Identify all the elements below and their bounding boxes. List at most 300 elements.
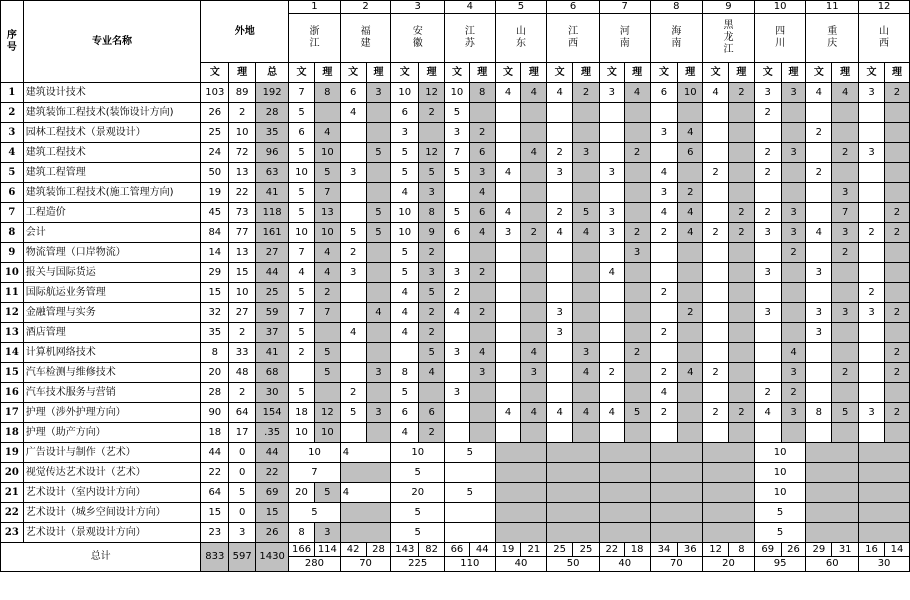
province-li[interactable]: 3 [366, 363, 391, 383]
outside-wen[interactable]: 29 [201, 263, 229, 283]
province-wen[interactable] [703, 383, 729, 403]
province-wen[interactable]: 2 [650, 403, 678, 423]
province-li[interactable]: 3 [469, 163, 495, 183]
province-merged[interactable] [859, 483, 910, 503]
province-li[interactable]: 2 [884, 403, 909, 423]
province-merged[interactable] [806, 523, 859, 543]
province-wen[interactable]: 3 [754, 223, 781, 243]
province-wen[interactable]: 3 [547, 303, 573, 323]
outside-total[interactable]: 96 [256, 143, 289, 163]
province-wen[interactable]: 2 [547, 143, 573, 163]
province-wen[interactable] [599, 143, 624, 163]
province-wen[interactable] [495, 323, 521, 343]
province-merged[interactable] [703, 483, 755, 503]
province-li[interactable]: 6 [419, 403, 445, 423]
province-wen[interactable] [391, 343, 419, 363]
row-seq[interactable]: 3 [1, 123, 24, 143]
province-merged[interactable] [859, 443, 910, 463]
province-wen[interactable] [445, 323, 470, 343]
province-wen[interactable] [495, 383, 521, 403]
province-wen[interactable] [859, 383, 885, 403]
province-li[interactable] [728, 263, 754, 283]
province-merged[interactable] [547, 443, 600, 463]
province-merged[interactable] [445, 463, 496, 483]
province-wen[interactable]: 4 [391, 183, 419, 203]
total-province-sum[interactable]: 70 [340, 557, 391, 572]
province-wen[interactable]: 5 [391, 243, 419, 263]
outside-total[interactable]: 15 [256, 503, 289, 523]
province-li[interactable]: 2 [624, 223, 650, 243]
outside-wen[interactable]: 26 [201, 103, 229, 123]
outside-total[interactable]: 63 [256, 163, 289, 183]
province-no[interactable]: 7 [599, 1, 650, 14]
province-wen[interactable]: 4 [340, 323, 366, 343]
province-li[interactable]: 12 [419, 83, 445, 103]
province-wen[interactable] [340, 283, 366, 303]
province-li[interactable] [728, 123, 754, 143]
province-wen[interactable]: 6 [340, 83, 366, 103]
province-li[interactable]: 5 [573, 203, 600, 223]
province-li[interactable]: 3 [781, 143, 806, 163]
province-li[interactable] [521, 203, 547, 223]
province-wen[interactable]: 10 [289, 223, 315, 243]
province-wen[interactable]: 5 [391, 383, 419, 403]
province-wen[interactable]: 3 [859, 143, 885, 163]
outside-wen[interactable]: 44 [201, 443, 229, 463]
total-province-li[interactable]: 82 [419, 543, 445, 557]
li-header[interactable]: 理 [781, 63, 806, 83]
province-li[interactable]: 2 [419, 423, 445, 443]
province-wen[interactable] [495, 103, 521, 123]
outside-li[interactable]: 17 [229, 423, 256, 443]
province-li[interactable]: 4 [624, 83, 650, 103]
province-wen[interactable] [599, 383, 624, 403]
province-merged[interactable] [703, 463, 755, 483]
province-li[interactable]: 4 [521, 403, 547, 423]
total-province-li[interactable]: 28 [366, 543, 391, 557]
province-no[interactable]: 2 [340, 1, 391, 14]
province-wen[interactable]: 4 [650, 203, 678, 223]
province-wen[interactable] [754, 423, 781, 443]
province-wen[interactable]: 2 [445, 283, 470, 303]
province-merged[interactable]: 5 [289, 503, 341, 523]
row-seq[interactable]: 21 [1, 483, 24, 503]
province-li[interactable]: 2 [884, 303, 909, 323]
province-li[interactable] [624, 123, 650, 143]
major-name[interactable]: 会计 [23, 223, 201, 243]
province-wen[interactable]: 2 [806, 123, 832, 143]
outside-li[interactable]: 13 [229, 243, 256, 263]
province-li[interactable] [573, 323, 600, 343]
outside-li[interactable]: 73 [229, 203, 256, 223]
total-province-sum[interactable]: 280 [289, 557, 341, 572]
province-wen[interactable] [340, 423, 366, 443]
province-wen[interactable] [806, 203, 832, 223]
province-merged[interactable] [340, 463, 391, 483]
province-li[interactable]: 2 [469, 123, 495, 143]
province-wen[interactable]: 2 [754, 103, 781, 123]
outside-total[interactable]: 118 [256, 203, 289, 223]
province-li[interactable]: 4 [573, 363, 600, 383]
province-wen[interactable]: 2 [599, 363, 624, 383]
total-province-li[interactable]: 31 [832, 543, 859, 557]
total-province-wen[interactable]: 42 [340, 543, 366, 557]
province-wen[interactable] [547, 423, 573, 443]
province-wen[interactable] [806, 103, 832, 123]
province-li[interactable] [678, 343, 703, 363]
province-li[interactable] [624, 363, 650, 383]
major-name-header[interactable]: 专业名称 [23, 1, 201, 83]
wen-header[interactable]: 文 [201, 63, 229, 83]
province-li[interactable] [832, 283, 859, 303]
province-wen[interactable] [495, 423, 521, 443]
province-wen[interactable] [547, 183, 573, 203]
province-li[interactable]: 6 [469, 203, 495, 223]
province-li[interactable] [678, 263, 703, 283]
province-wen[interactable] [650, 143, 678, 163]
outside-li[interactable]: 10 [229, 123, 256, 143]
total-province-li[interactable]: 114 [314, 543, 340, 557]
province-merged[interactable] [650, 523, 703, 543]
province-li[interactable]: 10 [314, 143, 340, 163]
province-wen[interactable]: 3 [391, 123, 419, 143]
province-li[interactable]: 4 [678, 363, 703, 383]
province-li[interactable] [521, 103, 547, 123]
province-wen[interactable] [703, 123, 729, 143]
province-li[interactable] [678, 383, 703, 403]
province-li[interactable] [469, 283, 495, 303]
province-li[interactable] [728, 143, 754, 163]
province-wen[interactable] [495, 283, 521, 303]
province-li[interactable] [832, 383, 859, 403]
province-wen[interactable]: 5 [289, 203, 315, 223]
province-merged[interactable] [806, 463, 859, 483]
province-li[interactable]: 2 [884, 223, 909, 243]
province-wen[interactable]: 3 [547, 163, 573, 183]
province-li[interactable] [781, 283, 806, 303]
province-li[interactable]: 4 [521, 343, 547, 363]
province-wen[interactable] [340, 203, 366, 223]
outside-total[interactable]: 35 [256, 123, 289, 143]
province-li[interactable] [573, 163, 600, 183]
province-wen[interactable]: 5 [445, 103, 470, 123]
province-li[interactable] [366, 183, 391, 203]
major-name[interactable]: 建筑装饰工程技术(装饰设计方向) [23, 103, 201, 123]
province-no[interactable]: 8 [650, 1, 703, 14]
outside-wen[interactable]: 23 [201, 523, 229, 543]
province-wen[interactable] [599, 283, 624, 303]
province-li[interactable]: 4 [678, 223, 703, 243]
province-wen[interactable]: 2 [754, 203, 781, 223]
province-li[interactable]: 3 [573, 343, 600, 363]
province-wen[interactable]: 5 [289, 323, 315, 343]
province-li[interactable] [624, 383, 650, 403]
province-wen[interactable] [547, 383, 573, 403]
province-li[interactable]: 4 [314, 263, 340, 283]
province-wen[interactable]: 2 [754, 383, 781, 403]
outside-wen[interactable]: 28 [201, 383, 229, 403]
province-wen[interactable]: 10 [289, 163, 315, 183]
province-li[interactable]: 2 [728, 223, 754, 243]
province-li[interactable] [624, 203, 650, 223]
province-merged[interactable] [703, 523, 755, 543]
outside-total[interactable]: 59 [256, 303, 289, 323]
province-name[interactable] [391, 14, 445, 63]
province-wen[interactable]: 4 [599, 403, 624, 423]
province-li[interactable]: 3 [781, 363, 806, 383]
total-province-sum[interactable]: 30 [859, 557, 910, 572]
province-li[interactable] [624, 103, 650, 123]
province-li[interactable] [366, 123, 391, 143]
row-seq[interactable]: 8 [1, 223, 24, 243]
major-name[interactable]: 建筑工程技术 [23, 143, 201, 163]
major-name[interactable]: 建筑装饰工程技术(施工管理方向) [23, 183, 201, 203]
outside-li[interactable]: 89 [229, 83, 256, 103]
outside-li[interactable]: 0 [229, 503, 256, 523]
major-name[interactable]: 物流管理（口岸物流） [23, 243, 201, 263]
province-merged[interactable] [547, 463, 600, 483]
province-li[interactable]: 4 [469, 183, 495, 203]
province-li[interactable] [366, 423, 391, 443]
province-li[interactable]: 4 [366, 303, 391, 323]
province-li[interactable]: 10 [314, 223, 340, 243]
province-li[interactable] [521, 283, 547, 303]
province-li[interactable]: 4 [573, 223, 600, 243]
province-wen[interactable]: 2 [703, 223, 729, 243]
province-li[interactable]: 4 [521, 83, 547, 103]
province-wen[interactable]: 4 [391, 303, 419, 323]
outside-li[interactable]: 0 [229, 443, 256, 463]
province-wen[interactable]: 10 [391, 83, 419, 103]
province-li[interactable]: 10 [678, 83, 703, 103]
province-li[interactable] [728, 183, 754, 203]
province-wen[interactable] [495, 143, 521, 163]
province-li[interactable] [521, 263, 547, 283]
province-wen[interactable]: 2 [547, 203, 573, 223]
total-province-wen[interactable]: 143 [391, 543, 419, 557]
province-li[interactable] [624, 263, 650, 283]
province-wen[interactable] [806, 143, 832, 163]
province-wen[interactable]: 2 [703, 363, 729, 383]
outside-li[interactable]: 48 [229, 363, 256, 383]
outside-total[interactable]: 41 [256, 343, 289, 363]
outside-li[interactable]: 13 [229, 163, 256, 183]
province-li[interactable]: 3 [419, 263, 445, 283]
province-wen[interactable]: 3 [599, 203, 624, 223]
province-wen[interactable] [859, 123, 885, 143]
row-seq[interactable]: 5 [1, 163, 24, 183]
province-wen[interactable] [495, 123, 521, 143]
province-li[interactable]: 5 [314, 483, 340, 503]
province-wen[interactable] [445, 243, 470, 263]
province-li[interactable] [728, 363, 754, 383]
province-wen[interactable]: 5 [340, 223, 366, 243]
province-li[interactable] [832, 163, 859, 183]
province-li[interactable]: 3 [781, 83, 806, 103]
province-wen[interactable] [703, 323, 729, 343]
province-li[interactable] [521, 323, 547, 343]
province-li[interactable]: 5 [624, 403, 650, 423]
seq-header[interactable]: 序 号 [1, 1, 24, 83]
province-li[interactable]: 2 [469, 303, 495, 323]
major-name[interactable]: 酒店管理 [23, 323, 201, 343]
province-li[interactable] [678, 423, 703, 443]
wen-header[interactable]: 文 [650, 63, 678, 83]
province-li[interactable] [728, 423, 754, 443]
province-merged[interactable]: 5 [754, 523, 806, 543]
province-li[interactable]: 2 [832, 143, 859, 163]
province-li[interactable]: 2 [884, 203, 909, 223]
outside-total[interactable]: 28 [256, 103, 289, 123]
outside-total[interactable]: 26 [256, 523, 289, 543]
province-li[interactable]: 2 [469, 263, 495, 283]
province-li[interactable] [624, 283, 650, 303]
province-wen[interactable]: 10 [391, 203, 419, 223]
outside-wen[interactable]: 35 [201, 323, 229, 343]
province-wen[interactable] [806, 343, 832, 363]
province-li[interactable] [573, 103, 600, 123]
total-all[interactable]: 1430 [256, 543, 289, 572]
total-province-sum[interactable]: 225 [391, 557, 445, 572]
province-wen[interactable] [806, 183, 832, 203]
province-merged[interactable] [859, 463, 910, 483]
province-li[interactable] [573, 123, 600, 143]
province-wen[interactable] [754, 123, 781, 143]
province-wen[interactable]: 2 [650, 223, 678, 243]
province-wen[interactable] [599, 303, 624, 323]
province-wen[interactable]: 8 [806, 403, 832, 423]
wen-header[interactable]: 文 [806, 63, 832, 83]
province-li[interactable] [366, 343, 391, 363]
province-wen[interactable]: 5 [289, 103, 315, 123]
province-merged[interactable]: 5 [445, 443, 496, 463]
province-wen[interactable] [547, 123, 573, 143]
province-merged[interactable] [806, 503, 859, 523]
province-li[interactable] [521, 183, 547, 203]
province-li[interactable] [678, 243, 703, 263]
province-wen[interactable]: 3 [445, 383, 470, 403]
outside-total[interactable]: 161 [256, 223, 289, 243]
province-no[interactable]: 12 [859, 1, 910, 14]
province-li[interactable]: 4 [573, 403, 600, 423]
row-seq[interactable]: 10 [1, 263, 24, 283]
province-name[interactable] [703, 14, 755, 63]
province-li[interactable] [521, 303, 547, 323]
province-merged[interactable]: 10 [754, 463, 806, 483]
province-li[interactable] [728, 103, 754, 123]
province-li[interactable] [469, 103, 495, 123]
province-li[interactable] [728, 323, 754, 343]
province-merged[interactable]: 10 [391, 443, 445, 463]
province-li[interactable]: 3 [573, 143, 600, 163]
total-province-sum[interactable]: 110 [445, 557, 496, 572]
province-wen[interactable] [495, 363, 521, 383]
province-li[interactable]: 13 [314, 203, 340, 223]
province-li[interactable]: 3 [781, 223, 806, 243]
outside-total[interactable]: 44 [256, 263, 289, 283]
province-wen[interactable]: 3 [445, 123, 470, 143]
row-seq[interactable]: 11 [1, 283, 24, 303]
province-wen[interactable] [340, 123, 366, 143]
outside-total[interactable]: 25 [256, 283, 289, 303]
province-li[interactable] [884, 423, 909, 443]
province-merged[interactable] [650, 463, 703, 483]
row-seq[interactable]: 15 [1, 363, 24, 383]
outside-total[interactable]: 68 [256, 363, 289, 383]
outside-total[interactable]: 192 [256, 83, 289, 103]
li-header[interactable]: 理 [469, 63, 495, 83]
province-li[interactable] [521, 383, 547, 403]
li-header[interactable]: 理 [419, 63, 445, 83]
row-seq[interactable]: 14 [1, 343, 24, 363]
province-wen[interactable]: 18 [289, 403, 315, 423]
province-wen[interactable]: 3 [806, 303, 832, 323]
province-li[interactable] [678, 103, 703, 123]
province-li[interactable] [884, 183, 909, 203]
province-name[interactable] [495, 14, 547, 63]
province-wen[interactable]: 3 [650, 183, 678, 203]
province-wen[interactable] [340, 343, 366, 363]
total-province-sum[interactable]: 60 [806, 557, 859, 572]
major-name[interactable]: 护理（助产方向） [23, 423, 201, 443]
row-seq[interactable]: 20 [1, 463, 24, 483]
province-merged[interactable]: 10 [289, 443, 341, 463]
province-wen[interactable]: 6 [445, 223, 470, 243]
province-wen[interactable]: 3 [495, 223, 521, 243]
province-li[interactable]: 2 [314, 283, 340, 303]
province-li[interactable]: 8 [419, 203, 445, 223]
province-li[interactable]: 3 [314, 523, 340, 543]
province-li[interactable]: 6 [678, 143, 703, 163]
province-li[interactable] [521, 123, 547, 143]
province-wen[interactable]: 10 [445, 83, 470, 103]
province-li[interactable] [781, 163, 806, 183]
province-li[interactable]: 2 [573, 83, 600, 103]
province-wen[interactable] [754, 283, 781, 303]
province-li[interactable] [678, 403, 703, 423]
province-wen[interactable]: 2 [806, 163, 832, 183]
province-name[interactable] [754, 14, 806, 63]
province-li[interactable]: 2 [781, 383, 806, 403]
province-wen[interactable] [806, 363, 832, 383]
province-li[interactable] [781, 123, 806, 143]
li-header[interactable]: 理 [229, 63, 256, 83]
wen-header[interactable]: 文 [599, 63, 624, 83]
province-no[interactable]: 1 [289, 1, 341, 14]
outside-total[interactable]: .35 [256, 423, 289, 443]
province-li[interactable] [781, 263, 806, 283]
wen-header[interactable]: 文 [289, 63, 315, 83]
outside-wen[interactable]: 50 [201, 163, 229, 183]
province-li[interactable] [573, 263, 600, 283]
province-li[interactable] [728, 243, 754, 263]
province-wen[interactable]: 3 [859, 83, 885, 103]
province-li[interactable] [884, 383, 909, 403]
province-li[interactable] [419, 123, 445, 143]
province-li[interactable]: 3 [832, 183, 859, 203]
province-li[interactable] [366, 283, 391, 303]
province-merged[interactable] [650, 483, 703, 503]
province-name[interactable] [806, 14, 859, 63]
province-li[interactable] [624, 183, 650, 203]
total-wen[interactable]: 833 [201, 543, 229, 572]
total-province-li[interactable]: 44 [469, 543, 495, 557]
outside-li[interactable]: 5 [229, 483, 256, 503]
province-li[interactable]: 2 [832, 243, 859, 263]
province-wen[interactable]: 3 [340, 263, 366, 283]
province-li[interactable] [678, 323, 703, 343]
province-wen[interactable]: 3 [547, 323, 573, 343]
